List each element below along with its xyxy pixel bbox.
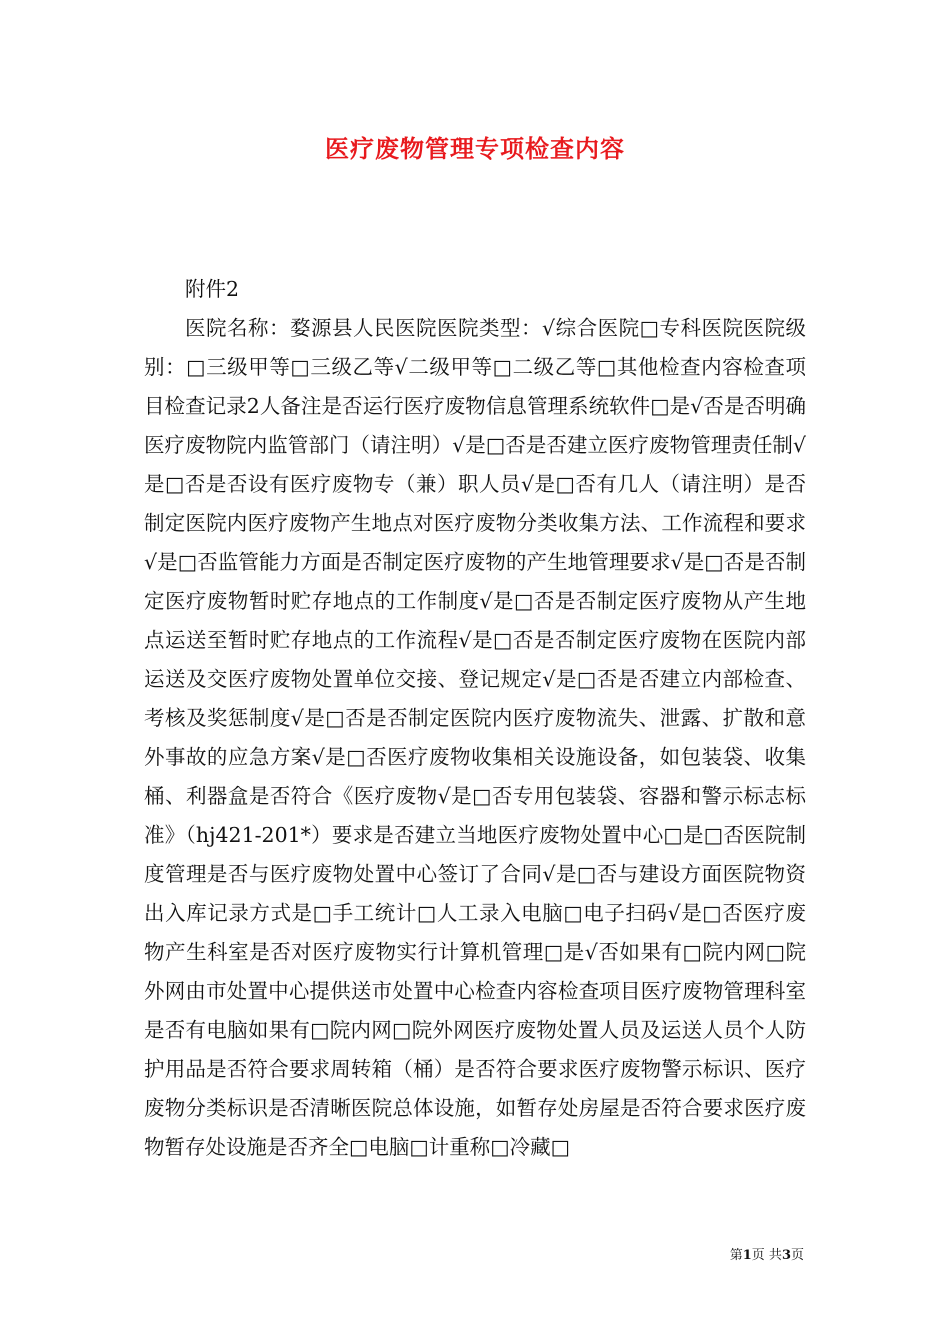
footer-total-pages: 3 (781, 1248, 791, 1263)
footer-suffix: 页 (790, 1248, 804, 1263)
footer-page-number: 1 (742, 1248, 752, 1263)
footer-prefix: 第 (729, 1248, 743, 1263)
page-footer (730, 1247, 804, 1265)
attachment-label: 附件2 (185, 277, 240, 301)
document-body (144, 270, 806, 1167)
body-paragraph: 医院名称：婺源县人民医院医院类型：√综合医院□专科医院医院级别：□三级甲等□三级乙等√二级甲等□二级乙等□其他检查内容检查项目检查记录2人备注是否运行医疗废物信息管理系统软件□是√否是否明确医疗废物院内监管部门（请注明）√是□否是否建立医疗废物管理责任制√是□否是否设有医疗废物专（兼）职人员√是□否有几人（请注明）是否制定医院内医疗废物产生地点对医疗废物分类收集方法、工作流程和要求√是□否监管能力方面是否制定医疗废物的产生地管理要求√是□否是否制定医疗废物暂时贮存地点的工作制度√是□否是否制定医疗废物从产生地点运送至暂时贮存地点的工作流程√是□否是否制定医疗废物在医院内部运送及交医疗废物处置单位交接、登记规定√是□否是否建立内部检查、考核及奖惩制度√是□否是否制定医院内医疗废物流失、泄露、扩散和意外事故的应急方案√是□否医疗废物收集相关设施设备，如包装袋、收集桶、利器盒是否符合《医疗废物√是□否专用包装袋、容器和警示标志标准》（hj421-201*）要求是否建立当地医疗废物处置中心□是□否医院制度管理是否与医疗废物处置中心签订了合同√是□否与建设方面医院物资出入库记录方式是□手工统计□人工录入电脑□电子扫码√是□否医疗废物产生科室是否对医疗废物实行计算机管理□是√否如果有□院内网□院外网由市处置中心提供送市处置中心检查内容检查项目医疗废物管理科室是否有电脑如果有□院内网□院外网医疗废物处置人员及运送人员个人防护用品是否符合要求周转箱（桶）是否符合要求医疗废物警示标识、医疗废物分类标识是否清晰医院总体设施，如暂存处房屋是否符合要求医疗废物暂存处设施是否齐全□电脑□计重称□冷藏□ (144, 316, 806, 1159)
footer-middle: 页 共 (751, 1248, 782, 1263)
document-title: 医疗废物管理专项检查内容 (325, 134, 625, 163)
